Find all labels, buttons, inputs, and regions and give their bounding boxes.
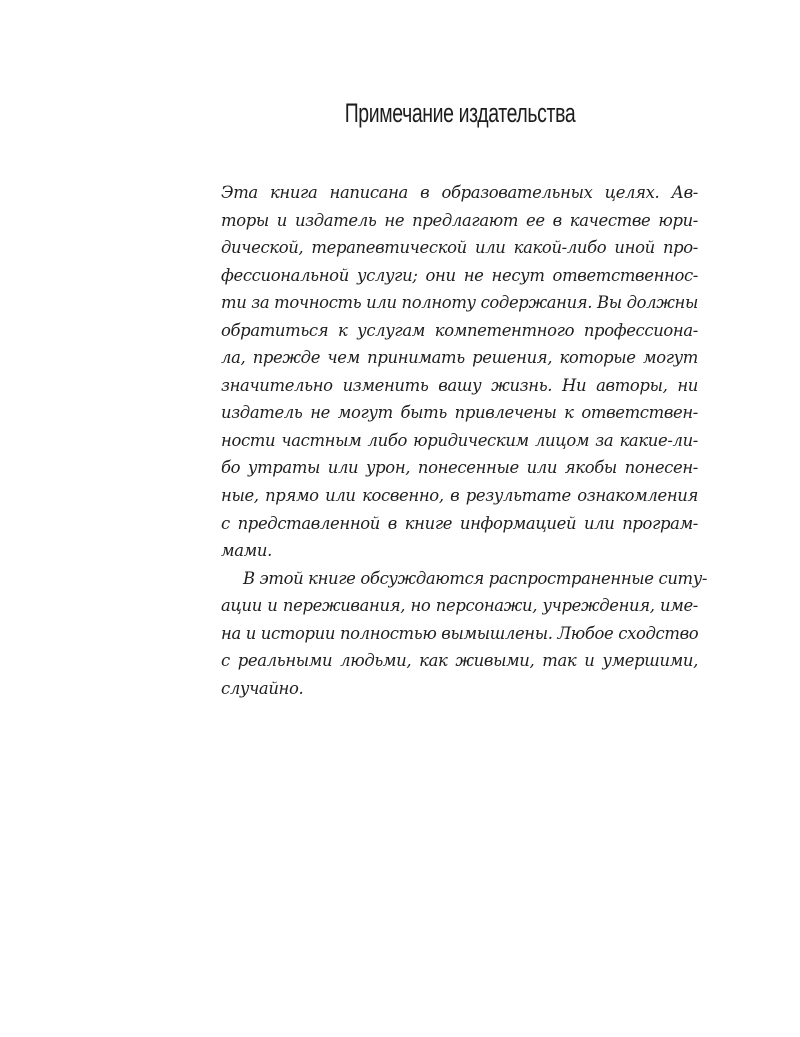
paragraph-disclaimer — [221, 179, 698, 565]
page-title: Примечание издательства — [344, 98, 576, 128]
text-line: издатель не могут быть привлечены к ответствен- — [221, 403, 698, 423]
text-line: с представленной в книге информацией или програм- — [221, 513, 698, 533]
text-line: случайно. — [221, 678, 304, 698]
text-line: ла, прежде чем принимать решения, которые могут — [221, 348, 698, 368]
text-line: Эта книга написана в образовательных целях. Ав- — [221, 183, 698, 202]
text-line: мами. — [221, 541, 272, 561]
publisher-note-body — [221, 179, 708, 702]
text-line: на и истории полностью вымышлены. Любое сходство — [221, 623, 699, 643]
text-line: ти за точность или полноту содержания. Вы должны — [221, 293, 698, 313]
text-line: ации и переживания, но персонажи, учреждения, име- — [221, 596, 698, 616]
text-line: значительно изменить вашу жизнь. Ни авторы, ни — [221, 375, 698, 395]
text-line: обратиться к услугам компетентного профессиона- — [221, 320, 698, 340]
text-line: с реальными людьми, как живыми, так и умершими, — [221, 651, 698, 671]
text-line: ности частным либо юридическим лицом за какие-ли- — [221, 430, 698, 450]
text-line: фессиональной услуги; они не несут ответственнос- — [221, 265, 698, 285]
text-line: В этой книге обсуждаются распространенные ситу- — [243, 568, 708, 588]
paragraph-fiction-notice — [221, 565, 708, 703]
text-line: торы и издатель не предлагают ее в качестве юри- — [221, 210, 698, 230]
text-line: дической, терапевтической или какой-либо иной про- — [221, 238, 698, 258]
text-line: бо утраты или урон, понесенные или якобы понесен- — [221, 458, 698, 478]
text-line: ные, прямо или косвенно, в результате ознакомления — [221, 486, 698, 506]
